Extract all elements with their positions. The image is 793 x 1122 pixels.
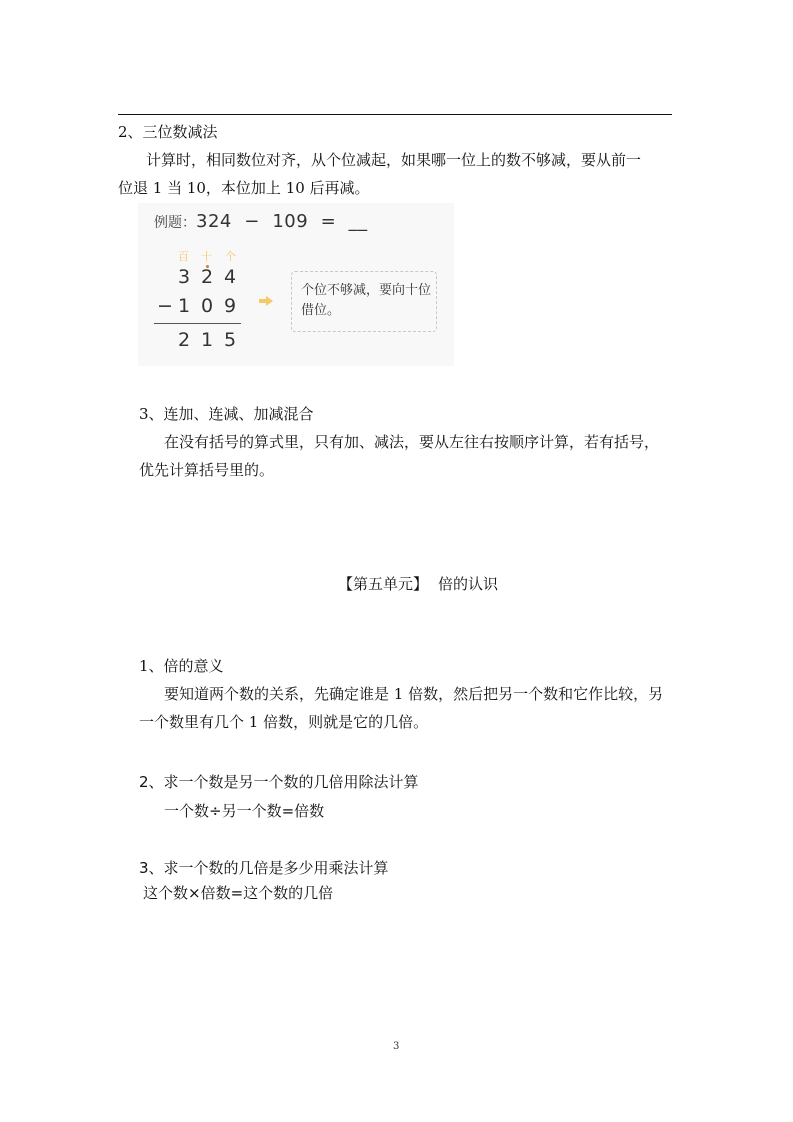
unit-title-bracket: 【第五单元】	[338, 575, 429, 593]
digit: 9	[223, 295, 237, 317]
paragraph-line: 位退 1 当 10，本位加上 10 后再减。	[118, 179, 370, 197]
digit: 2	[200, 266, 214, 288]
formula: 一个数÷另一个数=倍数	[164, 802, 325, 820]
digit: 0	[200, 295, 214, 317]
hint-box: 个位不够减，要向十位借位。	[291, 271, 437, 332]
example-figure	[138, 203, 454, 366]
digit: 1	[177, 295, 191, 317]
example-title	[154, 211, 368, 232]
section-heading: 1、倍的意义	[139, 657, 224, 675]
place-label-tens: 十	[201, 250, 212, 263]
right-arrow-icon	[258, 295, 274, 307]
section-heading: 3、连加、连减、加减混合	[139, 405, 314, 423]
paragraph-line: 一个数里有几个 1 倍数，则就是它的几倍。	[139, 713, 429, 731]
section-heading: 2、求一个数是另一个数的几倍用除法计算	[139, 773, 419, 791]
calculation-line	[154, 323, 241, 324]
section-heading: 3、求一个数的几倍是多少用乘法计算	[139, 859, 389, 877]
formula: 这个数×倍数=这个数的几倍	[143, 884, 334, 902]
paragraph-line: 在没有括号的算式里，只有加、减法，要从左往右按顺序计算，若有括号，	[164, 433, 660, 451]
paragraph-line: 要知道两个数的关系，先确定谁是 1 倍数，然后把另一个数和它作比较，另	[164, 685, 664, 703]
paragraph-line: 优先计算括号里的。	[139, 461, 275, 479]
header-rule	[118, 114, 672, 115]
digit: 5	[223, 329, 237, 351]
unit-title	[338, 574, 498, 594]
digit: 4	[223, 266, 237, 288]
page-number: 3	[393, 1041, 400, 1052]
example-equation: 324 − 109 = __	[196, 211, 368, 232]
example-label: 例题：	[154, 215, 196, 231]
unit-title-text: 倍的认识	[438, 575, 499, 593]
paragraph-line: 计算时，相同数位对齐，从个位减起，如果哪一位上的数不够减，要从前一	[146, 151, 642, 169]
section-heading: 2、三位数减法	[118, 123, 218, 141]
minus-sign: −	[157, 295, 173, 317]
place-label-hundreds: 百	[178, 250, 189, 263]
digit: 1	[200, 329, 214, 351]
digit: 2	[177, 329, 191, 351]
digit: 3	[177, 266, 191, 288]
place-label-ones: 个	[225, 250, 236, 263]
